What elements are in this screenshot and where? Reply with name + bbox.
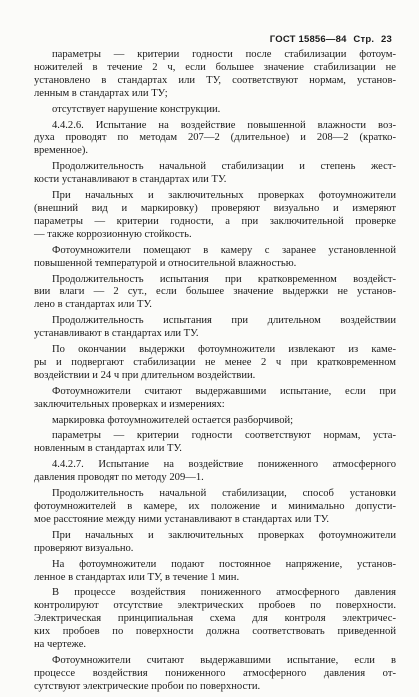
text-line: На фотоумножители подают постоянное напряжение, установ- xyxy=(52,558,396,570)
text-line: духа проводят по методам 207—2 (длительное) и 208—2 (кратко- xyxy=(34,132,396,144)
text-line: временное). xyxy=(34,145,89,157)
text-line: Продолжительность испытания при длительном воздействии xyxy=(52,315,396,327)
paragraph xyxy=(34,386,396,412)
paragraph xyxy=(34,587,396,652)
text-line: фотоумножителей в камере, их положение и минимально допусти- xyxy=(34,501,396,512)
paragraph xyxy=(34,430,396,456)
page-label: Стр. xyxy=(353,34,375,45)
paragraph xyxy=(34,190,396,242)
text-line: вии влаги — 2 сут., если большее значение выдержки не установ- xyxy=(34,286,396,298)
paragraph xyxy=(34,245,396,271)
paragraph xyxy=(34,274,396,313)
text-line: При начальных и заключительных проверках фотоумножители xyxy=(52,190,396,202)
text-line: отсутствует нарушение конструкции. xyxy=(52,103,221,115)
text-line: проверяют визуально. xyxy=(34,542,134,554)
text-line: мое расстояние между ними устанавливают в стандартах или ТУ. xyxy=(34,513,330,525)
text-line: По окончании выдержки фотоумножители извлекают из каме- xyxy=(52,344,396,356)
text-line: ких пробоев по поверхности должна соответствовать приведенной xyxy=(34,626,396,638)
paragraph xyxy=(34,120,396,159)
text-line: 4.4.2.7. Испытание на воздействие пониженного атмосферного xyxy=(52,459,396,471)
text-line: новленным в стандартах или ТУ. xyxy=(34,443,182,455)
text-line: Фотоумножители считают выдержавшими испытание, если в xyxy=(52,654,396,666)
text-line: ры и подвергают стабилизации не менее 2 ч при кратковременном xyxy=(34,356,396,368)
paragraph xyxy=(34,344,396,383)
text-line: параметры — критерии годности, а при заключительной проверке xyxy=(34,215,396,227)
text-line: заключительных проверках и измерениях: xyxy=(34,398,225,410)
paragraph xyxy=(34,104,396,117)
text-line: При начальных и заключительных проверках фотоумножители xyxy=(52,529,396,541)
text-line: контролируют отсутствие электрических пробоев по поверхности. xyxy=(34,600,396,612)
text-line: повышенной температурой и относительной влажностью. xyxy=(34,257,297,269)
text-line: сутствуют электрические пробои по поверхности. xyxy=(34,680,261,692)
text-line: лено в стандартах или ТУ. xyxy=(34,299,152,311)
paragraph xyxy=(34,459,396,485)
text-line: давления проводят по методу 209—1. xyxy=(34,472,204,484)
page-header xyxy=(266,34,392,45)
text-line: Фотоумножители считают выдержавшими испытание, если при xyxy=(52,385,396,397)
text-line: воздействии и 24 ч при длительном воздействии. xyxy=(34,369,256,381)
paragraph xyxy=(34,415,396,428)
paragraph xyxy=(34,530,396,556)
text-line: ленное в стандартах или ТУ, в течение 1 мин. xyxy=(34,571,240,583)
text-line: параметры — критерии годности соответствуют нормам, уста- xyxy=(52,430,396,442)
text-line: Продолжительность начальной стабилизации, способ установки xyxy=(52,488,396,500)
text-line: В процессе воздействия пониженного атмосферного давления xyxy=(52,587,396,599)
paragraph xyxy=(34,161,396,187)
text-line: установлено в стандартах или ТУ, соответствуют нормам, установ- xyxy=(34,74,396,86)
paragraph xyxy=(34,655,396,694)
document-body xyxy=(34,49,396,697)
paragraph xyxy=(34,488,396,527)
text-line: кости устанавливают в стандартах или ТУ. xyxy=(34,174,227,186)
text-line: процессе воздействия пониженного атмосферного давления от- xyxy=(34,667,396,679)
paragraph xyxy=(34,49,396,101)
paragraph xyxy=(34,315,396,341)
text-line: (внешний вид и маркировку) проверяют визуально и измеряют xyxy=(34,202,396,214)
text-line: Электрическая принципиальная схема для контроля электричес- xyxy=(34,613,396,625)
text-line: Продолжительность испытания при кратковременном воздейст- xyxy=(52,273,396,285)
text-line: Продолжительность начальной стабилизации и степень жест- xyxy=(52,161,396,173)
text-line: маркировка фотоумножителей остается разборчивой; xyxy=(52,414,294,426)
text-line: устанавливают в стандартах или ТУ. xyxy=(34,328,199,340)
standard-number: ГОСТ 15856—84 xyxy=(269,34,347,45)
text-line: — также коррозионную стойкость. xyxy=(34,228,192,240)
text-line: параметры — критерии годности после стабилизации фотоум- xyxy=(52,49,396,60)
paragraph xyxy=(34,559,396,585)
text-line: ленным в стандартах или ТУ; xyxy=(34,87,168,99)
text-line: 4.4.2.6. Испытание на воздействие повышенной влажности воз- xyxy=(52,119,396,131)
text-line: Фотоумножители помещают в камеру с заранее установленной xyxy=(52,244,396,256)
page-number: 23 xyxy=(381,34,392,45)
text-line: на чертеже. xyxy=(34,639,87,651)
text-line: ножителей в течение 2 ч, если большее значение стабилизации не xyxy=(34,61,396,73)
